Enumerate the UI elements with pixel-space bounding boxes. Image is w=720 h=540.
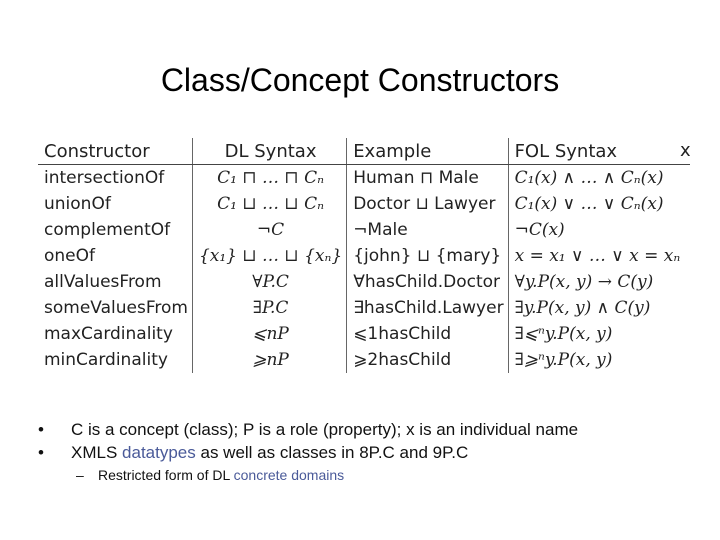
bullet-marker: • (38, 420, 44, 439)
constructor-table (38, 138, 690, 373)
cell-constructor: intersectionOf (38, 165, 192, 192)
table-row (38, 269, 690, 295)
bullet-text-part: as well as classes in 8P.C and 9P.C (195, 443, 469, 462)
cell-fol-syntax: x = x₁ ∨ … ∨ x = xₙ (514, 246, 681, 266)
cell-constructor: unionOf (38, 191, 192, 217)
header-fol-syntax: FOL Syntax (508, 138, 690, 165)
cell-dl-syntax: ⩾nP (192, 347, 346, 373)
concrete-domains-highlight: concrete domains (233, 467, 345, 483)
cell-constructor: oneOf (38, 243, 192, 269)
sub-bullet-marker: – (76, 467, 84, 483)
stray-x-mark: x (680, 140, 691, 161)
cell-dl-syntax: C₁ ⊓ … ⊓ Cₙ (192, 165, 346, 192)
cell-fol-syntax: C₁(x) ∧ … ∧ Cₙ(x) (514, 168, 664, 188)
datatypes-highlight: datatypes (122, 443, 196, 462)
cell-fol-syntax: ∃⩾ⁿy.P(x, y) (514, 350, 613, 370)
table-header-row (38, 138, 690, 165)
table-row (38, 243, 690, 269)
bullet-text-part: XMLS (71, 443, 123, 462)
cell-example: ⩽1hasChild (347, 321, 508, 347)
cell-fol-syntax: ∃y.P(x, y) ∧ C(y) (514, 298, 651, 318)
header-example: Example (347, 138, 508, 165)
cell-example: ¬Male (347, 217, 508, 243)
cell-dl-syntax: ¬C (192, 217, 346, 243)
bullet-text (71, 420, 578, 440)
table-row (38, 165, 690, 192)
cell-fol-syntax: ¬C(x) (514, 220, 565, 240)
cell-fol-syntax: C₁(x) ∨ … ∨ Cₙ(x) (514, 194, 664, 214)
header-dl-syntax: DL Syntax (192, 138, 346, 165)
cell-example: Human ⊓ Male (347, 165, 508, 192)
bullet-text-part: C is a concept (class); P is a role (property); x is an individual name (71, 420, 579, 439)
table-row (38, 191, 690, 217)
header-constructor: Constructor (38, 138, 192, 165)
cell-example: ∃hasChild.Lawyer (347, 295, 508, 321)
table-row (38, 347, 690, 373)
bullet-marker: • (38, 443, 44, 462)
cell-example: ⩾2hasChild (347, 347, 508, 373)
cell-dl-syntax: ∀P.C (192, 269, 346, 295)
cell-constructor: someValuesFrom (38, 295, 192, 321)
cell-constructor: maxCardinality (38, 321, 192, 347)
cell-example: ∀hasChild.Doctor (347, 269, 508, 295)
table-row (38, 295, 690, 321)
cell-fol-syntax: ∃⩽ⁿy.P(x, y) (514, 324, 613, 344)
sub-bullet-text: Restricted form of DL (98, 467, 234, 483)
bullet-text (71, 443, 468, 463)
sub-bullet-item (76, 467, 344, 483)
cell-constructor: allValuesFrom (38, 269, 192, 295)
cell-dl-syntax: ∃P.C (192, 295, 346, 321)
cell-fol-syntax: ∀y.P(x, y) → C(y) (514, 272, 654, 292)
table-row (38, 321, 690, 347)
cell-dl-syntax: ⩽nP (192, 321, 346, 347)
cell-dl-syntax: {x₁} ⊔ … ⊔ {xₙ} (192, 243, 346, 269)
cell-constructor: complementOf (38, 217, 192, 243)
bullet-item (38, 443, 698, 466)
slide-title: Class/Concept Constructors (160, 62, 560, 98)
cell-constructor: minCardinality (38, 347, 192, 373)
bullet-item (38, 420, 698, 443)
cell-example: Doctor ⊔ Lawyer (347, 191, 508, 217)
cell-dl-syntax: C₁ ⊔ … ⊔ Cₙ (192, 191, 346, 217)
cell-example: {john} ⊔ {mary} (347, 243, 508, 269)
bullet-list (38, 420, 698, 466)
table-row (38, 217, 690, 243)
